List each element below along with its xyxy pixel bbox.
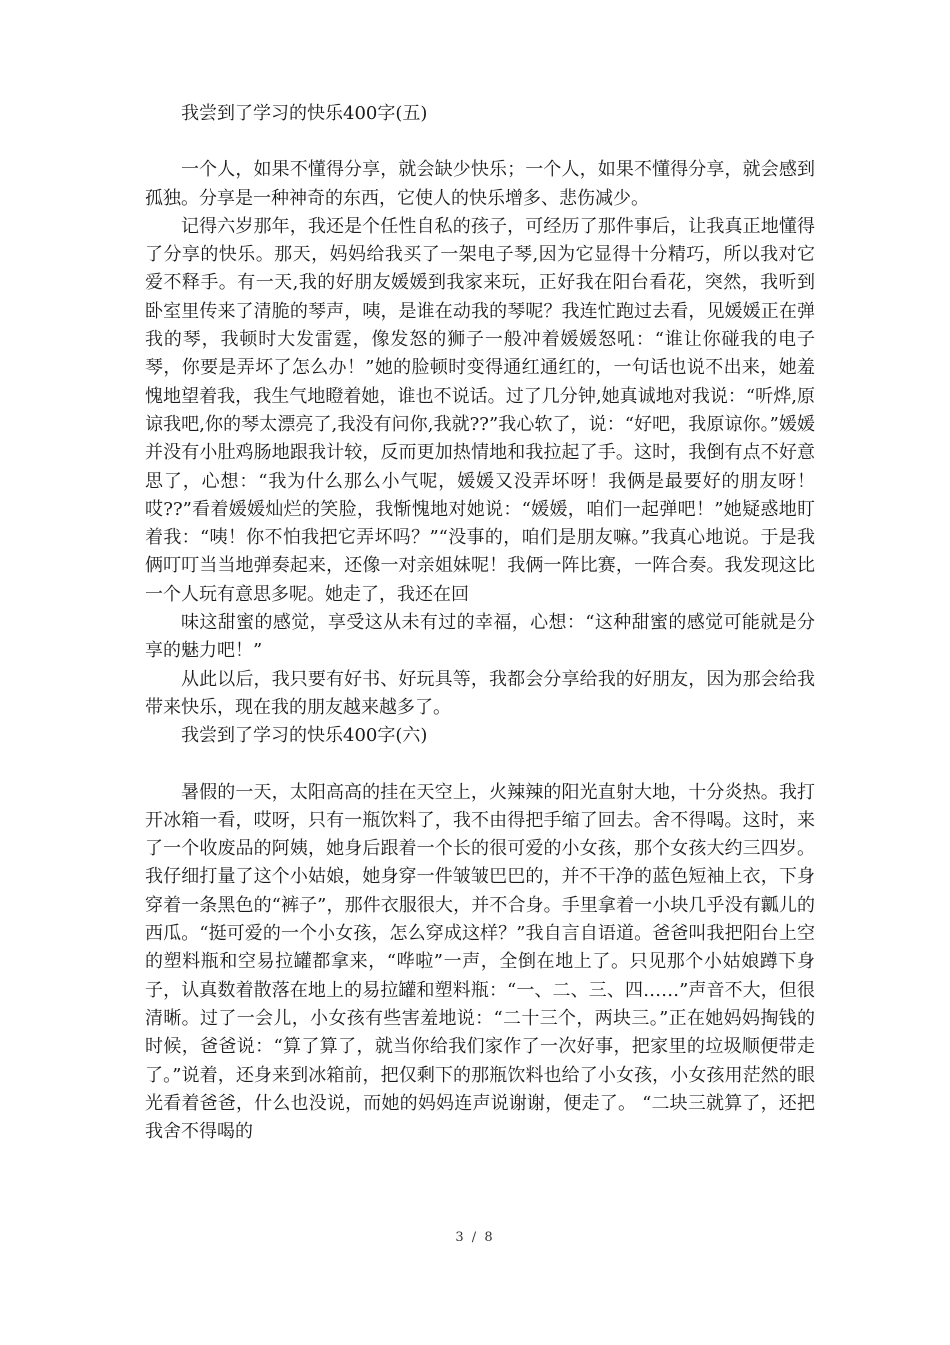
page-number: 3 / 8 <box>455 1230 495 1245</box>
paragraph: 味这甜蜜的感觉，享受这从未有过的幸福，心想：“这种甜蜜的感觉可能就是分享的魅力吧！” <box>145 612 815 662</box>
paragraph: 一个人，如果不懂得分享，就会缺少快乐；一个人，如果不懂得分享，就会感到孤独。分享是一种神奇的东西，它使人的快乐增多、悲伤减少。 <box>145 159 815 209</box>
paragraph: 记得六岁那年，我还是个任性自私的孩子，可经历了那件事后，让我真正地懂得了分享的快乐。那天，妈妈给我买了一架电子琴,因为它显得十分精巧，所以我对它爱不释手。有一天,我的好朋友媛媛到我家来玩，正好我在阳台看花，突然，我听到卧室里传来了清脆的琴声，咦，是谁在动我的琴呢？我连忙跑过去看，见媛媛正在弹我的琴，我顿时大发雷霆，像发怒的狮子一般冲着媛媛怒吼：“谁让你碰我的电子琴，你要是弄坏了怎么办！”她的脸顿时变得通红通红的，一句话也说不出来，她羞愧地望着我，我生气地瞪着她，谁也不说话。过了几分钟,她真诚地对我说：“听烨,原谅我吧,你的琴太漂亮了,我没有问你,我就??”我心软了，说：“好吧，我原谅你。”媛媛并没有小肚鸡肠地跟我计较，反而更加热情地和我拉起了手。这时，我倒有点不好意思了，心想：“我为什么那么小气呢，媛媛又没弄坏呀！我俩是最要好的朋友呀！哎??”看着媛媛灿烂的笑脸，我惭愧地对她说：“媛媛，咱们一起弹吧！”她疑惑地盯着我：“咦！你不怕我把它弄坏吗？”“没事的，咱们是朋友嘛。”我真心地说。于是我俩叮叮当当地弹奏起来，还像一对亲姐妹呢！我俩一阵比赛，一阵合奏。我发现这比一个人玩有意思多呢。她走了，我还在回 <box>145 215 815 605</box>
document-body <box>145 100 815 1146</box>
section-heading-6: 我尝到了学习的快乐400字(六) <box>181 725 428 747</box>
blank-line <box>145 128 815 156</box>
section-heading-5: 我尝到了学习的快乐400字(五) <box>181 103 428 124</box>
blank-line <box>145 751 815 779</box>
paragraph: 暑假的一天，太阳高高的挂在天空上，火辣辣的阳光直射大地，十分炎热。我打开冰箱一看，哎呀，只有一瓶饮料了，我不由得把手缩了回去。舍不得喝。这时，来了一个收废品的阿姨，她身后跟着一个长的很可爱的小女孩，那个女孩大约三四岁。我仔细打量了这个小姑娘，她身穿一件皱皱巴巴的，并不干净的蓝色短袖上衣，下身穿着一条黑色的“裤子”，那件衣服很大，并不合身。手里拿着一小块几乎没有瓤儿的西瓜。“挺可爱的一个小女孩，怎么穿成这样？”我自言自语道。爸爸叫我把阳台上空的塑料瓶和空易拉罐都拿来，“哗啦”一声，全倒在地上了。只见那个小姑娘蹲下身子，认真数着散落在地上的易拉罐和塑料瓶：“一、二、三、四……”声音不大，但很清晰。过了一会儿，小女孩有些害羞地说：“二十三个，两块三。”正在她妈妈掏钱的时候，爸爸说：“算了算了，就当你给我们家作了一次好事，把家里的垃圾顺便带走了。”说着，还身来到冰箱前，把仅剩下的那瓶饮料也给了小女孩，小女孩用茫然的眼光看着爸爸，什么也没说，而她的妈妈连声说谢谢，便走了。 “二块三就算了，还把我舍不得喝的 <box>145 781 815 1143</box>
paragraph: 从此以后，我只要有好书、好玩具等，我都会分享给我的好朋友，因为那会给我带来快乐，现在我的朋友越来越多了。 <box>145 668 815 718</box>
